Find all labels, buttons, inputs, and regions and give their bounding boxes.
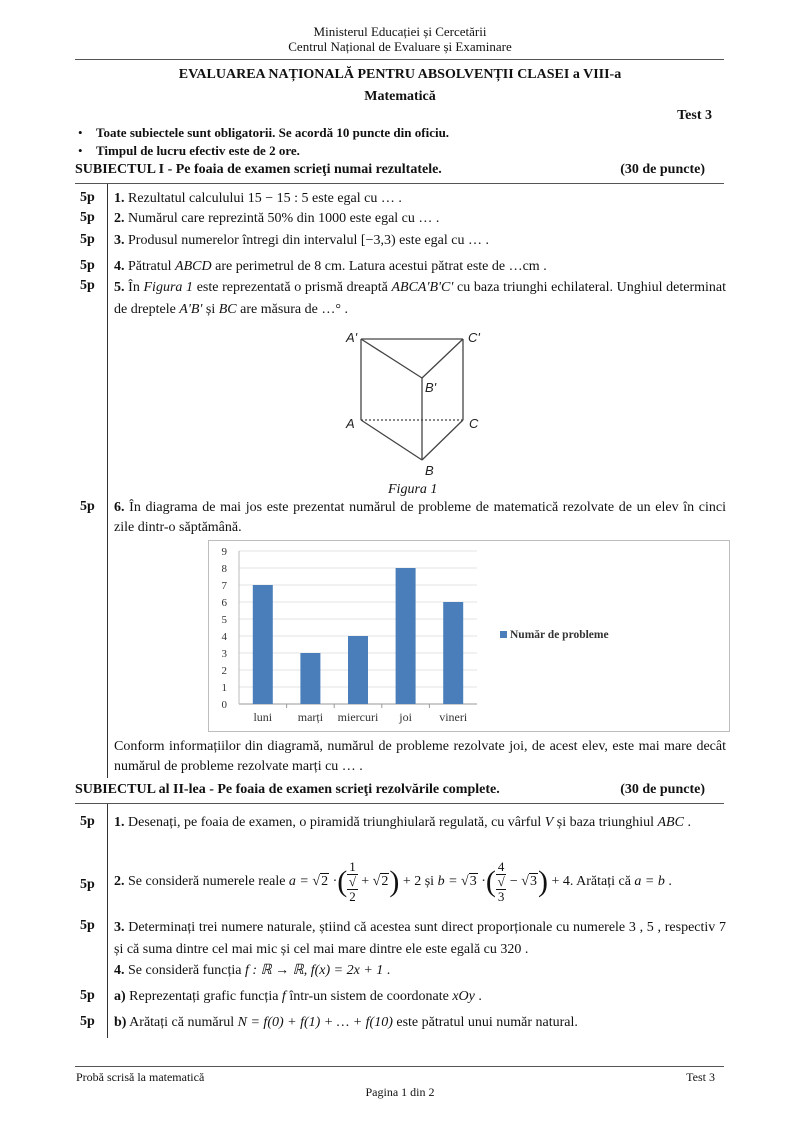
legend-label: Număr de probleme (510, 629, 609, 641)
subject2-heading (75, 782, 705, 798)
points-q3: 5p (80, 232, 95, 247)
question-number: 6. (114, 500, 125, 515)
math-expression: 1000 (318, 211, 347, 226)
subject2-rule (75, 803, 724, 804)
footer-left: Probă scrisă la matematică (76, 1070, 205, 1084)
y-tick-label: 2 (221, 665, 227, 677)
question-text: cu baza triunghi echilateral. Unghiul determinat de dreptele (114, 280, 727, 317)
y-tick-label: 1 (221, 682, 227, 694)
question-text: . (683, 815, 691, 830)
fraction (347, 860, 358, 904)
paren-close: ) (537, 865, 548, 898)
denominator: √ 3 (497, 874, 505, 904)
points-column-divider-2 (107, 804, 108, 1038)
bar-joi (396, 568, 416, 704)
subject1-heading (75, 162, 705, 178)
paren-open: ( (337, 865, 348, 898)
edge-a1b1 (361, 339, 422, 378)
question-number: 1. (114, 815, 125, 830)
numerator: 1 (349, 859, 356, 874)
question-text: Desenați, pe foaia de examen, o piramidă triunghiulară regulată, cu vârful (128, 815, 545, 830)
instruction-item: • Toate subiectele sunt obligatorii. Se acordă 10 puncte din oficiu. (78, 124, 449, 142)
center-name: Centrul Național de Evaluare și Examinare (288, 39, 512, 54)
question-text: din (293, 211, 319, 226)
test-label: Test 3 (677, 108, 712, 123)
points-q6: 5p (80, 499, 95, 514)
question-number: 3. (114, 920, 125, 935)
question-text: . (474, 989, 482, 1004)
question-text: . (383, 963, 391, 978)
header-rule (75, 59, 724, 60)
question-number: 5. (114, 280, 125, 295)
math-expression: f : ℝ → ℝ, f(x) = 2x + 1 (245, 963, 384, 978)
points-s2-q1: 5p (80, 814, 95, 829)
question-text: este reprezentată o prismă dreaptă (193, 280, 392, 295)
question-text: În (128, 280, 144, 295)
y-tick-label: 6 (221, 597, 227, 609)
question-text: Reprezentați grafic funcția (125, 989, 282, 1004)
math-expression: b = (434, 874, 462, 890)
y-tick-label: 3 (221, 648, 227, 660)
bar-marți (300, 653, 320, 704)
instruction-item: • Timpul de lucru efectiv este de 2 ore. (78, 142, 449, 160)
points-s2-q2: 5p (80, 877, 95, 892)
bar-luni (253, 585, 273, 704)
vertex-label-a: A (346, 416, 355, 431)
math-expression: + 4 (547, 874, 570, 890)
math-expression: f (281, 989, 286, 1004)
paren-close: ) (389, 865, 400, 898)
question-number: 2. (114, 874, 125, 890)
question-text: are perimetrul de (211, 259, 315, 274)
question-text: și (424, 874, 435, 890)
figure-caption: Figura 1 (388, 482, 438, 497)
question-text: Se consideră funcția (128, 963, 246, 978)
math-expression: ABCA'B'C' (391, 280, 454, 295)
question-6 (114, 498, 726, 538)
subject-title: Matematică (364, 89, 436, 104)
math-expression: N = f(0) + f(1) + … + f(10) (237, 1015, 393, 1030)
footer-right: Test 3 (686, 1070, 715, 1084)
x-tick-label: marți (297, 710, 324, 724)
paren-open: ( (485, 865, 496, 898)
points-s2-q4a: 5p (80, 988, 95, 1003)
edge-ab (361, 420, 422, 460)
points-q2: 5p (80, 210, 95, 225)
math-expression: + 2 (399, 874, 425, 890)
y-tick-label: 9 (221, 546, 227, 558)
subject1-title: SUBIECTUL I - Pe foaia de examen scrieţi numai rezultatele. (75, 162, 442, 177)
subject2-title: SUBIECTUL al II-lea - Pe foaia de examen scrieţi rezolvările complete. (75, 782, 500, 797)
question-text: . Latura acestui pătrat este de …cm . (341, 259, 547, 274)
x-tick-label: miercuri (337, 710, 379, 724)
s2-question-4 (114, 961, 726, 981)
question-text: are măsura de …° . (236, 302, 348, 317)
y-tick-label: 0 (221, 699, 227, 711)
edge-bc (422, 420, 463, 460)
radicand: 3 (497, 889, 505, 904)
x-tick-label: joi (399, 710, 412, 724)
question-text: Rezultatul calculului (128, 191, 248, 206)
question-1 (114, 189, 726, 209)
points-s2-q4b: 5p (80, 1014, 95, 1029)
s2-question-1 (114, 813, 726, 833)
subject2-points: (30 de puncte) (620, 782, 705, 797)
question-text: într-un sistem de coordonate (285, 989, 453, 1004)
bar-vineri (443, 602, 463, 704)
math-expression: 8 cm (314, 259, 342, 274)
question-2 (114, 209, 726, 229)
question-number: 4. (114, 963, 125, 978)
s2-question-4a (114, 987, 726, 1007)
points-column-divider (107, 184, 108, 778)
vertex-label-a1: A' (346, 330, 358, 345)
vertex-label-c: C (469, 416, 479, 431)
radicand: 3 (529, 874, 537, 890)
points-s2-q3: 5p (80, 918, 95, 933)
question-text: este egal cu … . (395, 233, 489, 248)
radicand: 2 (349, 889, 356, 904)
question-4 (114, 257, 726, 277)
question-text: Se consideră numerele reale (128, 874, 289, 890)
question-text: . (664, 874, 672, 890)
math-expression: a = (288, 874, 313, 890)
bar-chart (208, 540, 730, 732)
vertex-label-c1: C' (468, 330, 480, 345)
question-number: 4. (114, 259, 125, 274)
math-expression: BC (218, 302, 237, 317)
subquestion-label: a) (114, 989, 126, 1004)
radicand: 2 (381, 874, 389, 890)
question-6-continuation: Conform informațiilor din diagramă, numărul de probleme rezolvate joi, de acest elev, este mai mare decât numărul de probleme rezolvate marți cu … . (114, 739, 726, 774)
x-tick-label: luni (253, 710, 273, 724)
s2-question-3 (114, 917, 726, 961)
s2-question-2: 2. Se consideră numerele reale a = √2 ·( 1 √ 2 + √2) + 2 și b = √3 ·( 4 √ 3 − √3) + 4. Arătați că a = b . (114, 859, 672, 904)
math-expression: a = b (634, 874, 665, 890)
radicand: 3 (469, 874, 477, 890)
y-tick-label: 4 (221, 631, 227, 643)
numerator: 4 (497, 859, 505, 874)
question-text: și (202, 302, 219, 317)
question-text: Arătați că numărul (126, 1015, 238, 1030)
vertex-label-b1: B' (425, 380, 437, 395)
points-q5: 5p (80, 278, 95, 293)
question-3 (114, 231, 726, 251)
question-5 (114, 277, 726, 321)
question-number: 1. (114, 191, 125, 206)
math-expression: 15 − 15 : 5 (247, 191, 309, 206)
points-q4: 5p (80, 258, 95, 273)
question-text: Pătratul (128, 259, 176, 274)
question-text: În diagrama de mai jos este prezentat numărul de probleme de matematică rezolvate de un elev în cinci zile dintr-o săptămână. (114, 500, 727, 535)
question-text: Numărul care reprezintă (128, 211, 268, 226)
sqrt-expression: √3 (521, 874, 537, 890)
question-text: . Arătați că (569, 874, 635, 890)
math-expression: 50% (267, 211, 294, 226)
subject1-points: (30 de puncte) (620, 162, 705, 177)
sqrt-expression: √2 (372, 874, 389, 890)
ministry-name: Ministerul Educației și Cercetării (313, 24, 487, 39)
math-expression: ABCD (175, 259, 212, 274)
question-text: este egal cu … . (308, 191, 402, 206)
edge-b1c1 (422, 339, 463, 378)
radicand: 2 (321, 874, 329, 890)
question-number: 2. (114, 211, 125, 226)
question-text: Determinați trei numere naturale, știind că acestea sunt direct proporționale cu numerele 3 , 5 , respectiv 7 și că suma dintre cel mai mic și cel mai mare dintre ele este egală cu 320 . (114, 920, 727, 957)
math-expression: V (544, 815, 554, 830)
vertex-label-b: B (425, 463, 434, 478)
math-expression: xOy (452, 989, 475, 1004)
math-expression: ABC (657, 815, 684, 830)
prism-figure (330, 325, 500, 485)
sqrt-expression: √3 (461, 874, 477, 890)
fraction (496, 860, 507, 904)
x-tick-label: vineri (439, 710, 468, 724)
math-expression: A'B' (179, 302, 203, 317)
question-text: este egal cu … . (346, 211, 440, 226)
instructions-list (78, 124, 449, 160)
points-q1: 5p (80, 190, 95, 205)
footer-rule (75, 1066, 724, 1067)
s2-question-4b (114, 1013, 726, 1033)
subquestion-label: b) (114, 1015, 127, 1030)
question-text: este pătratul unui număr natural. (392, 1015, 578, 1030)
sqrt-expression: √2 (312, 874, 329, 890)
subject1-rule (75, 183, 724, 184)
question-text: și baza triunghiul (553, 815, 658, 830)
bar-chart-svg (209, 541, 729, 731)
math-expression: [−3,3) (360, 233, 396, 248)
y-tick-label: 7 (221, 580, 227, 592)
y-tick-label: 5 (221, 614, 227, 626)
y-tick-label: 8 (221, 563, 227, 575)
question-number: 3. (114, 233, 125, 248)
question-text: Produsul numerelor întregi din intervalul (128, 233, 361, 248)
figure-reference: Figura 1 (143, 280, 194, 295)
exam-title: EVALUAREA NAȚIONALĂ PENTRU ABSOLVENȚII CLASEI a VIII-a (178, 67, 622, 82)
denominator: √ 2 (348, 874, 357, 904)
bar-miercuri (348, 636, 368, 704)
page-number: Pagina 1 din 2 (365, 1085, 435, 1099)
legend-swatch (500, 631, 507, 638)
